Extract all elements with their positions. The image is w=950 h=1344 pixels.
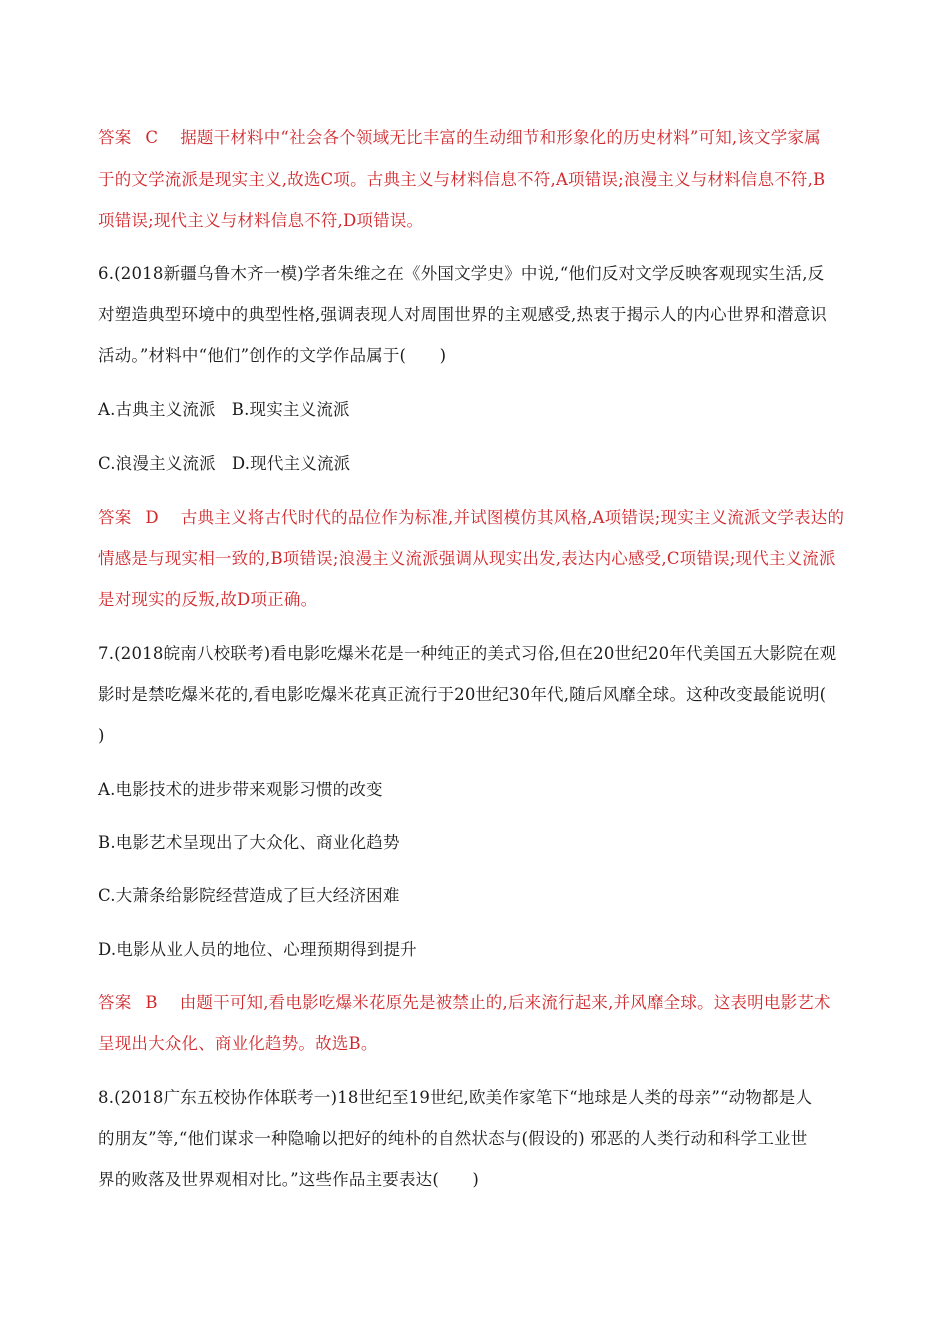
question-line: 对塑造典型环境中的典型性格,强调表现人对周围世界的主观感受,热衷于揭示人的内心世界和潜意识 (98, 305, 827, 324)
answer-line: 是对现实的反叛,故D项正确。 (98, 590, 318, 609)
question-line: 界的败落及世界观相对比。”这些作品主要表达( ) (98, 1170, 480, 1189)
answer-label: 答案 (98, 508, 132, 527)
answer-label: 答案 (98, 128, 132, 147)
question-line: 7.(2018皖南八校联考)看电影吃爆米花是一种纯正的美式习俗,但在20世纪20年代美国五大影院在观 (98, 644, 837, 663)
option-b: B.电影艺术呈现出了大众化、商业化趋势 (98, 833, 400, 852)
answer-line (98, 128, 858, 148)
answer-line (98, 508, 858, 528)
answer-line: 情感是与现实相一致的,B项错误;浪漫主义流派强调从现实出发,表达内心感受,C项错误;现代主义流派 (98, 549, 836, 568)
option-row (98, 400, 858, 420)
answer-key: D (145, 508, 159, 527)
answer-key: C (145, 128, 159, 147)
answer-line: 呈现出大众化、商业化趋势。故选B。 (98, 1034, 378, 1053)
option-b: B.现实主义流派 (231, 400, 350, 419)
answer-line (98, 993, 858, 1013)
question-line: ) (98, 726, 105, 745)
option-a: A.电影技术的进步带来观影习惯的改变 (98, 780, 383, 799)
option-a: A.古典主义流派 (98, 400, 216, 419)
option-d: D.现代主义流派 (231, 454, 351, 473)
answer-text: 古典主义将古代时代的品位作为标准,并试图模仿其风格,A项错误;现实主义流派文学表达的 (180, 508, 845, 527)
question-line: 影时是禁吃爆米花的,看电影吃爆米花真正流行于20世纪30年代,随后风靡全球。这种改变最能说明( (98, 685, 827, 704)
question-line: 6.(2018新疆乌鲁木齐一模)学者朱维之在《外国文学史》中说,“他们反对文学反映客观现实生活,反 (98, 264, 825, 283)
answer-line: 项错误;现代主义与材料信息不符,D项错误。 (98, 211, 424, 230)
answer-key: B (145, 993, 158, 1012)
option-c: C.大萧条给影院经营造成了巨大经济困难 (98, 886, 400, 905)
answer-text: 据题干材料中“社会各个领域无比丰富的生动细节和形象化的历史材料”可知,该文学家属 (180, 128, 821, 147)
answer-label: 答案 (98, 993, 132, 1012)
option-row (98, 454, 858, 474)
option-c: C.浪漫主义流派 (98, 454, 216, 473)
question-line: 活动。”材料中“他们”创作的文学作品属于( ) (98, 346, 447, 365)
answer-line: 于的文学流派是现实主义,故选C项。古典主义与材料信息不符,A项错误;浪漫主义与材料信息不符,B (98, 170, 826, 189)
question-line: 的朋友”等,“他们谋求一种隐喻以把好的纯朴的自然状态与(假设的) 邪恶的人类行动和科学工业世 (98, 1129, 808, 1148)
answer-text: 由题干可知,看电影吃爆米花原先是被禁止的,后来流行起来,并风靡全球。这表明电影艺术 (179, 993, 831, 1012)
question-line: 8.(2018广东五校协作体联考一)18世纪至19世纪,欧美作家笔下“地球是人类的母亲”“动物都是人 (98, 1088, 813, 1107)
option-d: D.电影从业人员的地位、心理预期得到提升 (98, 940, 417, 959)
